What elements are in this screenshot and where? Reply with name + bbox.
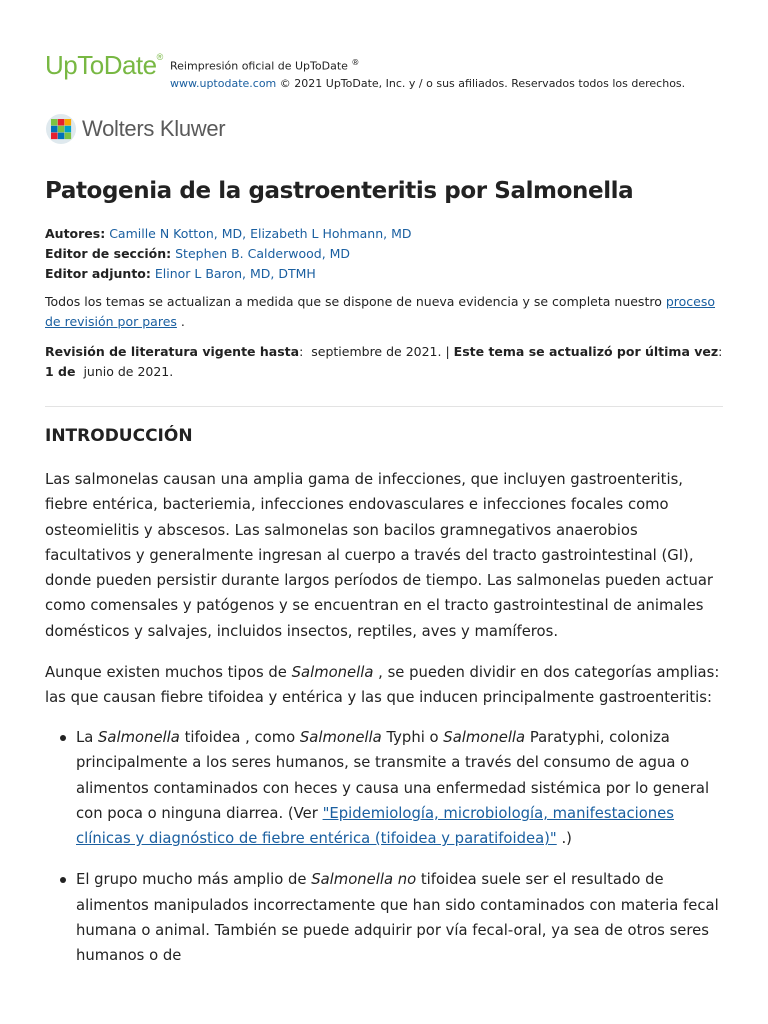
bullet-dot xyxy=(60,877,66,883)
updated-day: 1 de xyxy=(45,364,76,379)
intro-paragraph-1: Las salmonelas causan una amplia gama de infecciones, que incluyen gastroenteritis, fiebre entérica, bacteriemia, infecciones endovasculares e infecciones focales como osteomielitis y abscesos. Las salmonelas son bacilos gramnegativos anaerobios facultativos y generalmente ingresan al cuerpo a través del tracto gastrointestinal (GI), donde pueden persistir durante largos períodos de tiempo. Las salmonelas pueden actuar como comensales y patógenos y se encuentran en el tracto gastrointestinal de animales domésticos y salvajes, incluidos insectos, reptiles, aves y mamíferos. xyxy=(45,471,714,640)
update-note-text: Todos los temas se actualizan a medida que se dispone de nueva evidencia y se completa nuestro xyxy=(45,294,662,309)
p2-text-a: Aunque existen muchos tipos de xyxy=(45,664,287,681)
wolters-kluwer-logo[interactable] xyxy=(45,113,225,145)
deputy-editor-label: Editor adjunto: xyxy=(45,266,151,281)
wolters-kluwer-name: Wolters Kluwer xyxy=(82,116,226,141)
b1-italic-3: Salmonella xyxy=(443,729,526,746)
page-title: Patogenia de la gastroenteritis por Salmonella xyxy=(45,178,634,204)
section-editor-link[interactable]: Stephen B. Calderwood, MD xyxy=(175,246,351,261)
section-editor-row xyxy=(45,244,412,264)
uptodate-logo[interactable] xyxy=(45,50,163,81)
list-item xyxy=(45,725,725,851)
review-value: septiembre de 2021. xyxy=(311,344,442,359)
b1-end: .) xyxy=(561,830,572,848)
update-note-end: . xyxy=(180,314,185,329)
authors-link[interactable]: Camille N Kotton, MD, Elizabeth L Hohmann, MD xyxy=(109,226,412,241)
p2-italic: Salmonella xyxy=(291,664,374,681)
section-editor-label: Editor de sección: xyxy=(45,246,172,261)
deputy-editor-link[interactable]: Elinor L Baron, MD, DTMH xyxy=(154,266,316,281)
reprint-mark: ® xyxy=(351,58,360,67)
site-link[interactable]: www.uptodate.com xyxy=(170,76,277,90)
authors-label: Autores: xyxy=(45,226,106,241)
b2-italic: Salmonella no xyxy=(311,871,417,889)
article-credits xyxy=(45,224,412,284)
b1-text-b: tifoidea , como xyxy=(184,729,296,746)
review-dates: Revisión de literatura vigente hasta: septiembre de 2021. | Este tema se actualizó por última vez: 1 de junio de 2021. xyxy=(45,344,723,379)
b1-text-a: La xyxy=(76,729,94,746)
p2-text-b: , se pueden dividir en dos categorías amplias: las que causan fiebre tifoidea y entérica y las que inducen principalmente gastroenteritis: xyxy=(45,664,720,707)
wolters-kluwer-icon xyxy=(45,113,77,145)
b1-italic-1: Salmonella xyxy=(98,729,180,746)
copyright-text: © 2021 UpToDate, Inc. y / o sus afiliados. Reservados todos los derechos. xyxy=(279,76,686,90)
peer-review-link[interactable]: proceso de revisión por pares xyxy=(45,294,716,329)
b2-text-b: tifoidea suele ser el resultado de alimentos manipulados incorrectamente que han sido contaminados con materia fecal humana o animal. También se puede adquirir por vía fecal-oral, ya sea de otros seres humanos o de xyxy=(76,871,719,965)
update-note xyxy=(45,292,725,332)
authors-row xyxy=(45,224,412,244)
b1-text-d: Paratyphi, coloniza principalmente a los seres humanos, se transmite a través del consumo de agua o alimentos contaminados con heces y causa una enfermedad sistémica por lo general con poca o ninguna diarrea. (Ver xyxy=(76,729,710,822)
deputy-editor-row xyxy=(45,264,412,284)
list-item xyxy=(45,867,725,968)
b1-text-c: Typhi o xyxy=(386,729,439,746)
enteric-fever-link[interactable]: "Epidemiología, microbiología, manifestaciones clínicas y diagnóstico de fiebre entérica (tifoidea y paratifoidea)" xyxy=(76,804,674,848)
uptodate-logo-mark: ® xyxy=(156,52,163,62)
updated-label: Este tema se actualizó por última vez xyxy=(453,344,719,359)
reprint-text: Reimpresión oficial de UpToDate xyxy=(170,59,348,73)
reprint-notice xyxy=(170,54,730,92)
updated-rest: junio de 2021. xyxy=(83,364,174,379)
review-label: Revisión de literatura vigente hasta xyxy=(45,344,300,359)
divider xyxy=(45,406,723,407)
review-separator: | xyxy=(445,344,450,359)
bullet-list xyxy=(45,725,725,985)
intro-paragraph-2 xyxy=(45,660,725,711)
b2-text-a: El grupo mucho más amplio de xyxy=(76,871,307,889)
uptodate-logo-text: UpToDate xyxy=(45,50,157,80)
bullet-dot xyxy=(60,735,66,741)
b1-italic-2: Salmonella xyxy=(299,729,382,746)
section-heading: INTRODUCCIÓN xyxy=(45,426,193,446)
